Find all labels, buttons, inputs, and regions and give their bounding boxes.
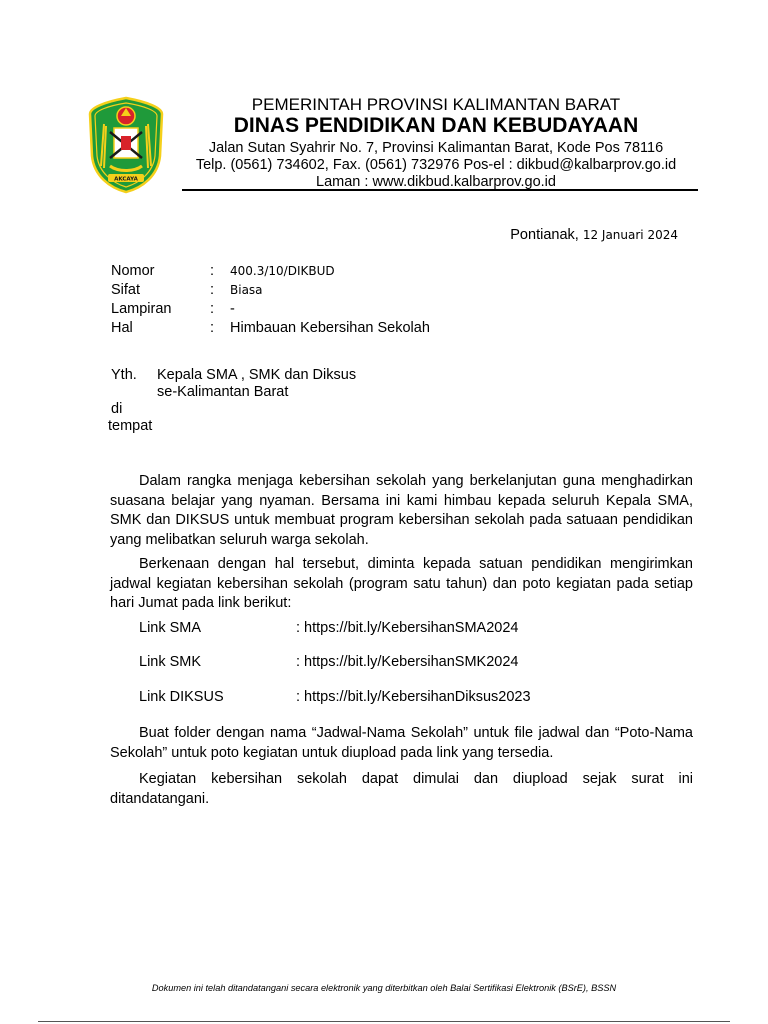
body-paragraph: Kegiatan kebersihan sekolah dapat dimulai dan diupload sejak surat ini ditandatangani. [110,771,693,807]
footer-divider [38,1021,730,1022]
body-paragraph: Buat folder dengan nama “Jadwal-Nama Sekolah” untuk file jadwal dan “Poto-Nama Sekolah” untuk poto kegiatan untuk diupload pada link yang tersedia. [110,725,693,761]
meta-value-lampiran: - [230,301,235,317]
body-paragraph: Berkenaan dengan hal tersebut, diminta kepada satuan pendidikan mengirimkan jadwal kegiatan kebersihan sekolah (program satu tahun) dan poto kegiatan pada setiap hari Jumat pada link berikut: [110,556,693,611]
link-url[interactable]: : https://bit.ly/KebersihanSMK2024 [296,654,519,670]
recipient-line: tempat [108,418,153,434]
meta-value-sifat: Biasa [230,283,263,297]
emblem-ribbon-text: AKCAYA [114,176,138,183]
recipient-salutation: Yth. [111,367,137,383]
date-place: Pontianak, [510,227,579,243]
letterhead-department: DINAS PENDIDIKAN DAN KEBUDAYAAN [233,114,639,137]
recipient-line: di [111,401,123,417]
letter-date [440,227,678,243]
meta-label-hal: Hal [111,320,133,336]
letterhead-divider [182,189,698,191]
meta-colon: : [210,282,215,298]
link-url[interactable]: : https://bit.ly/KebersihanDiksus2023 [296,689,531,705]
meta-colon: : [210,263,215,279]
link-label: Link DIKSUS [139,689,224,705]
recipient-line: se-Kalimantan Barat [157,384,289,400]
recipient-line: Kepala SMA , SMK dan Diksus [157,367,357,383]
link-label: Link SMK [139,654,202,670]
provincial-emblem-icon [88,96,164,194]
letterhead-contact: Telp. (0561) 734602, Fax. (0561) 732976 Pos-el : dikbud@kalbarprov.go.id [195,157,677,173]
letterhead-website: Laman : www.dikbud.kalbarprov.go.id [316,174,556,190]
meta-value-hal: Himbauan Kebersihan Sekolah [230,320,430,336]
letterhead-address: Jalan Sutan Syahrir No. 7, Provinsi Kalimantan Barat, Kode Pos 78116 [208,140,664,156]
meta-value-nomor: 400.3/10/DIKBUD [230,264,335,278]
date-value: 12 Januari 2024 [582,228,678,242]
meta-colon: : [210,301,215,317]
link-url[interactable]: : https://bit.ly/KebersihanSMA2024 [296,620,519,636]
footer-note: Dokumen ini telah ditandatangani secara elektronik yang diterbitkan oleh Balai Sertifikasi Elektronik (BSrE), BSSN [151,983,617,993]
meta-label-sifat: Sifat [111,282,141,298]
link-label: Link SMA [139,620,202,636]
meta-label-lampiran: Lampiran [111,301,172,317]
body-paragraph: Dalam rangka menjaga kebersihan sekolah yang berkelanjutan guna menghadirkan suasana belajar yang nyaman. Bersama ini kami himbau kepada seluruh Kepala SMA, SMK dan DIKSUS untuk membuat program kebersihan sekolah pada satuaan pendidikan yang melibatkan seluruh warga sekolah. [110,473,693,548]
meta-label-nomor: Nomor [111,263,155,279]
meta-colon: : [210,320,215,336]
letterhead-government: PEMERINTAH PROVINSI KALIMANTAN BARAT [251,95,621,114]
